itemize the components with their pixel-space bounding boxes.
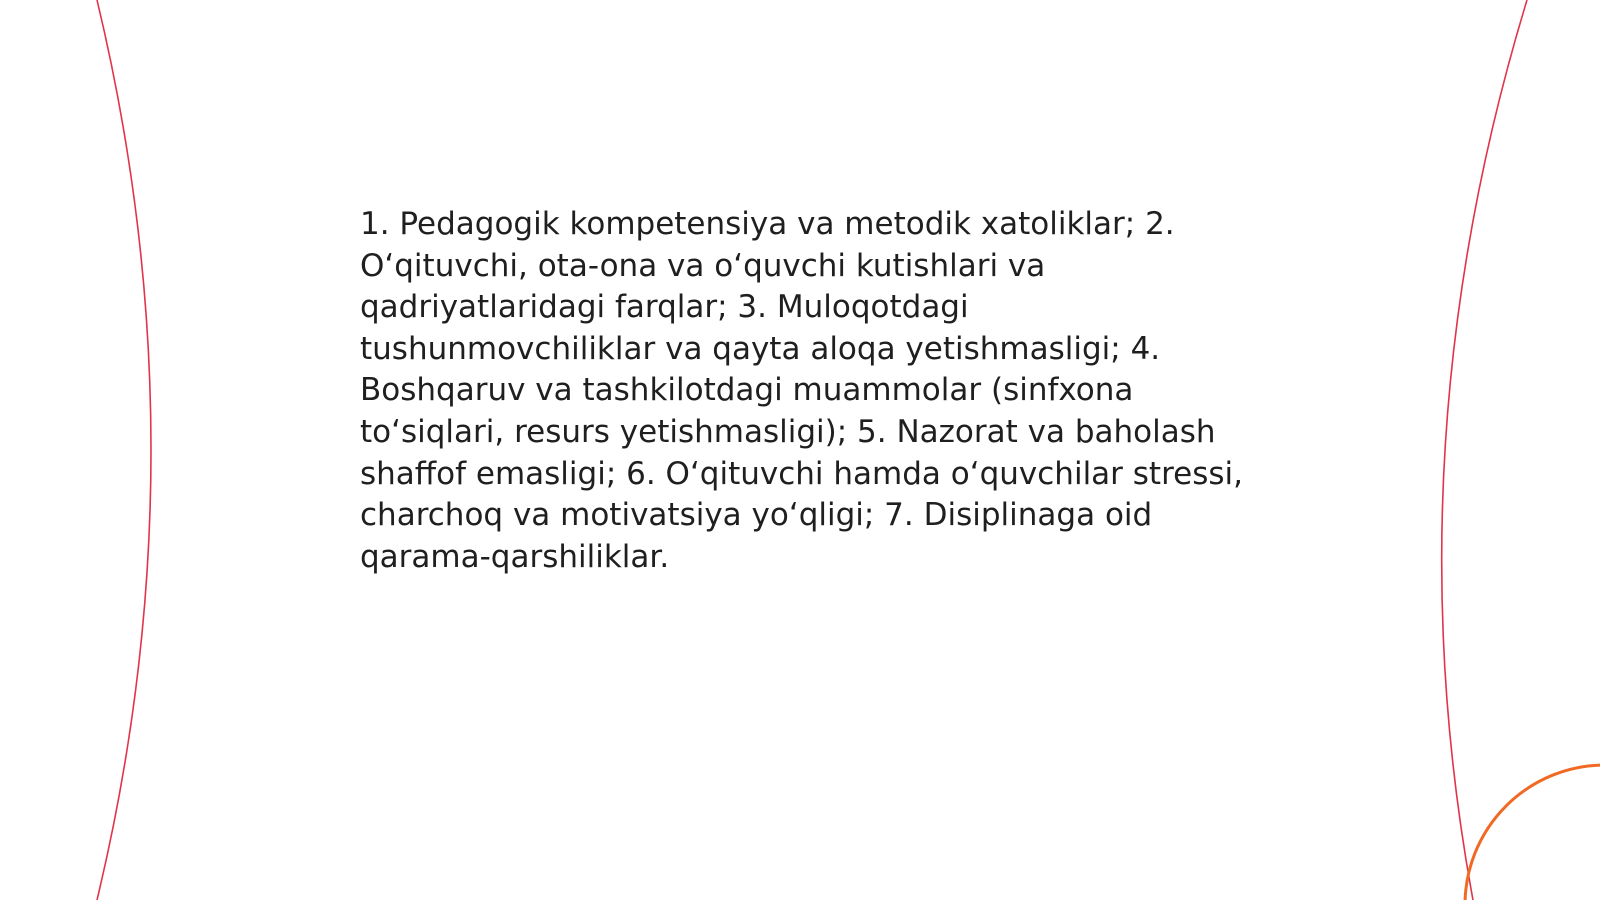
slide-body-text: 1. Pedagogik kompetensiya va metodik xatoliklar; 2. O‘qituvchi, ota-ona va o‘quvchi kutishlari va qadriyatlaridagi farqlar; 3. Muloqotdagi tushunmovchiliklar va qayta aloqa yetishmasligi; 4. Boshqaruv va tashkilotdagi muammolar (sinfxona to‘siqlari, resurs yetishmasligi); 5. Nazorat va baholash shaffof emasligi; 6. O‘qituvchi hamda o‘quvchilar stressi, charchoq va motivatsiya yo‘qligi; 7. Disiplinaga oid qarama-qarshiliklar. xyxy=(360,206,1243,575)
orange-corner-arc xyxy=(1465,765,1600,900)
right-arc-line xyxy=(1442,0,1527,900)
left-arc-line xyxy=(97,0,151,900)
